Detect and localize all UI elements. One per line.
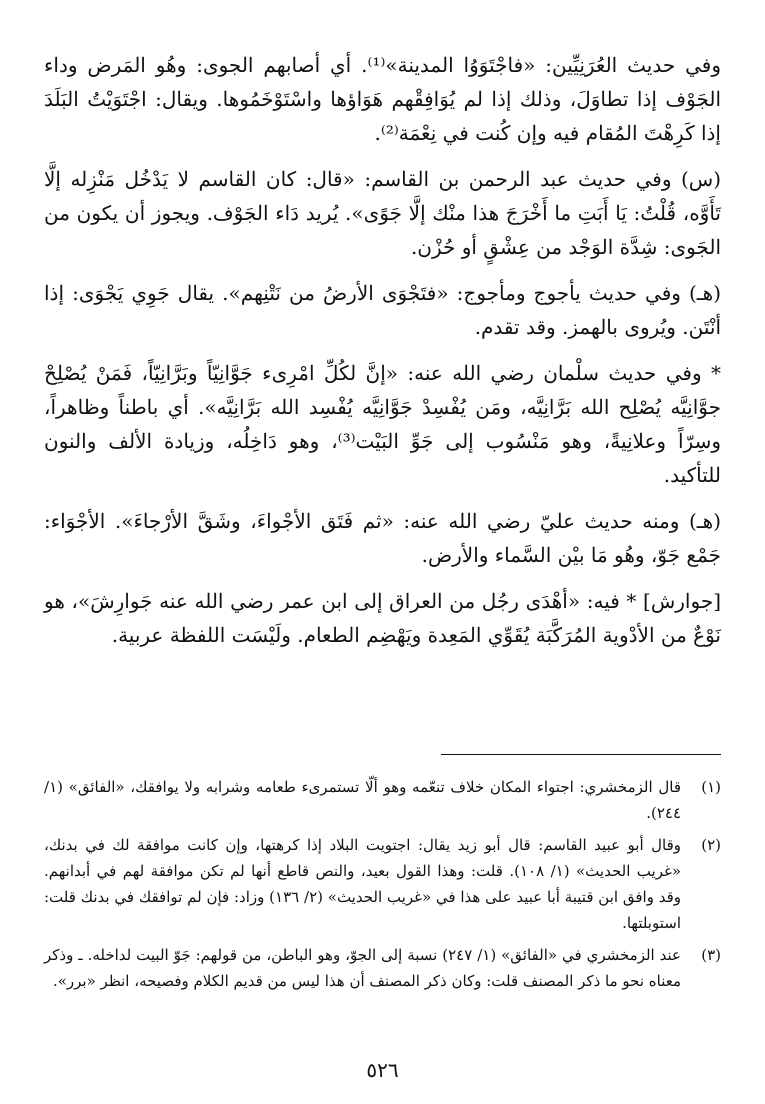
entry-jawarish: [جوارش] * فيه: «أهْدَى رجُل من العراق إلى ابن عمر رضي الله عنه جَوارِشَ»، هو نَوْعٌ من الأدْوية المُرَكَّبَة يُقَوِّي المَعِدة ويَهْضِم الطعام. ولَيْسَت اللفظة عربية.: [44, 589, 721, 647]
entry-urani-hadith: وفي حديث العُرَنِيِّين: «فاجْتَوَوُا المدينة»⁽¹⁾. أي أصابهم الجوى: وهُو المَرض وداء الجَوْف إذا تطاوَلَ، وذلك إذا لم يُوَافِقْهم هَوَاؤها واسْتَوْخَمُوها. ويقال: اجْتَوَيْتُ البَلَدَ إذا كَرِهْتَ المُقام فيه وإن كُنت في نِعْمَة⁽²⁾.: [44, 53, 722, 145]
entry-salman-hadith: * وفي حديث سلْمان رضي الله عنه: «إنَّ لكُلِّ امْرِىء جَوَّانِيّاً وبَرَّانِيّاً، فَمَنْ يُصْلِحْ جوَّانِيَّه يُصْلِح الله بَرَّانِيَّه، ومَن يُفْسِدْ جَوَّانِيَّه يُفْسِد الله بَرَّانِيَّه». أي باطناً وظاهراً، وسِرّاً وعلانِيةً، وهو مَنْسُوب إلى جَوِّ البَيْت⁽³⁾، وهو دَاخِلُه، وزيادة الألف والنون للتأكيد.: [44, 361, 722, 487]
footnotes-section: [44, 774, 721, 1000]
entries-section: [44, 48, 721, 652]
entry-abdurrahman-hadith: (س) وفي حديث عبد الرحمن بن القاسم: «قال: كان القاسم لا يَدْخُل مَنْزِله إلَّا تَأَوَّه، قُلْتُ: يَا أَبَتِ ما أَخْرَجَ هذا منْك إلَّا جَوًى». يُريد دَاء الجَوْف. ويجوز أن يكون من الجَوى: شِدَّة الوَجْد من عِشْقٍ أو حُزْن.: [44, 167, 721, 259]
footnote-text: قال الزمخشري: اجتواء المكان خلاف تنعّمه وهو ألّا تستمرىء طعامه وشرابه ولا يوافقك، «الفائق» (١/ ٢٤٤).: [44, 778, 681, 822]
entry-yajuj-majuj-hadith: (هـ) وفي حديث يأجوج ومأجوج: «فتَجْوَى الأرضُ من نَتْنِهم». يقال جَوِي يَجْوَى: إذا أنْتَن. ويُروى بالهمز. وقد تقدم.: [44, 281, 721, 339]
footnote-text: عند الزمخشري في «الفائق» (١/ ٢٤٧) نسبة إلى الجوّ، وهو الباطن، من قولهم: جَوّ البيت لداخله. ـ وذكر معناه نحو ما ذكر المصنف قلت: وكان ذكر المصنف أن هذا ليس من قديم الكلام وفصيحه، انظر «برر».: [44, 946, 681, 990]
footnote-number: (٢): [701, 836, 721, 854]
footnote-number: (١): [701, 778, 721, 796]
footnote-3: [44, 942, 721, 994]
footnote-text: وقال أبو عبيد القاسم: قال أبو زيد يقال: اجتويت البلاد إذا كرهتها، وإن كانت موافقة لك في بدنك، «غريب الحديث» (١/ ١٠٨). قلت: وهذا القول بعيد، والنص قاطع أنها لم تكن موافقة لهم في أبدانهم. وقد وافق ابن قتيبة أبا عبيد على هذا في «غريب الحديث» (٢/ ١٣٦) وزاد: فإن لم توافقك في بدنك قلت: استوبلتها.: [44, 836, 682, 932]
page-number: ٥٢٦: [366, 1058, 399, 1082]
footnote-divider: [441, 754, 721, 755]
entry-ali-hadith: (هـ) ومنه حديث عليّ رضي الله عنه: «ثم فَتَق الأجْواءَ، وشَقَّ الأرْجاءَ». الأجْوَاء: جَمْع جَوّ، وهُو مَا بيْن السَّماء والأرض.: [44, 509, 721, 567]
footnote-number: (٣): [701, 946, 721, 964]
footnote-1: [44, 774, 721, 826]
dictionary-page: [44, 48, 721, 1104]
footnote-2: [44, 832, 721, 936]
